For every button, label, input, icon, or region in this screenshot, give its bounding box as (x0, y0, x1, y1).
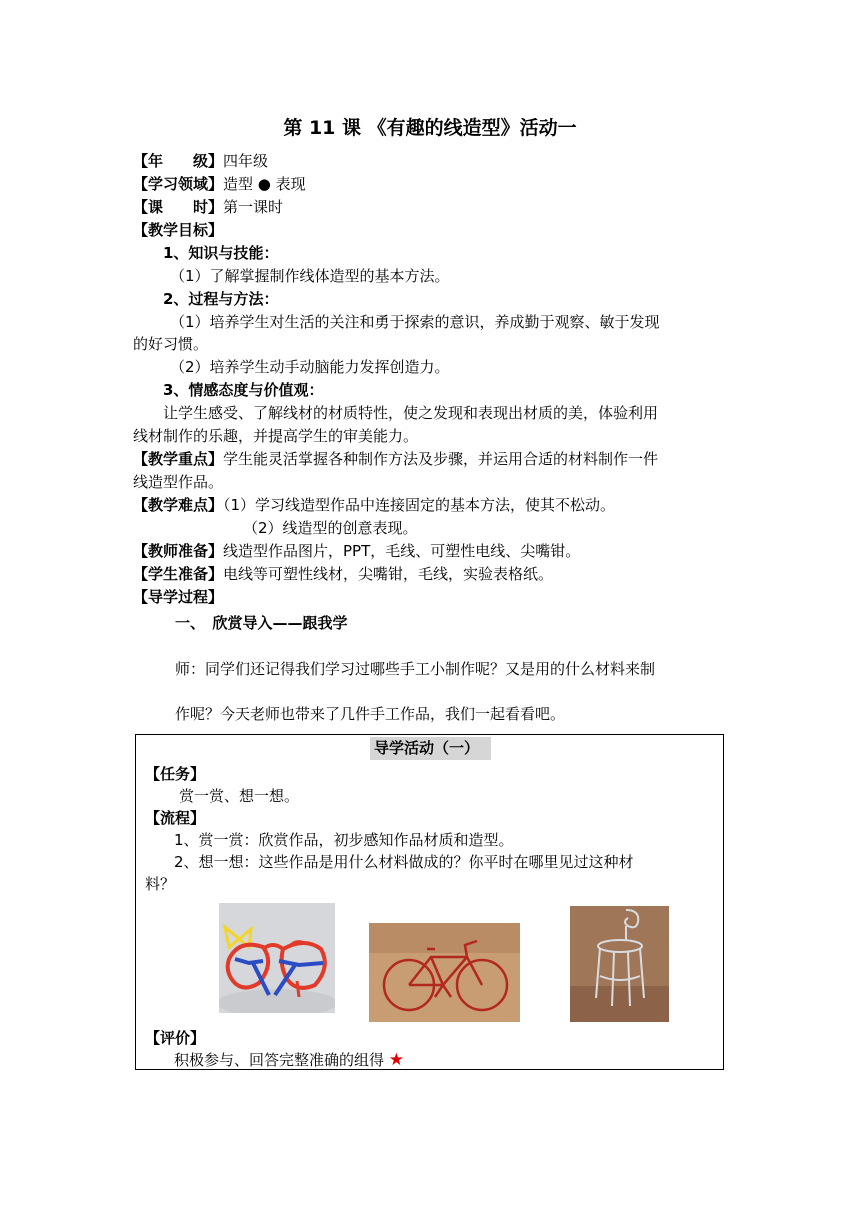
goal-2-item-2: （2）培养学生动手动脑能力发挥创造力。 (170, 358, 450, 376)
goals-label: 【教学目标】 (133, 221, 224, 239)
wire-bicycle-illustration (369, 923, 520, 1022)
grade-value: 四年级 (223, 152, 269, 170)
domain-row (133, 173, 306, 195)
goal-3-title: 3、情感态度与价值观： (163, 381, 324, 399)
difficulty-label: 【教学难点】 (133, 496, 224, 514)
goal-1-title: 1、知识与技能： (163, 244, 279, 262)
key-point-label: 【教学重点】 (133, 450, 224, 468)
goal-2-item-1-cont: 的好习惯。 (133, 335, 209, 353)
flow-label: 【流程】 (145, 809, 206, 827)
wire-chair-illustration (570, 906, 669, 1022)
process-label: 【导学过程】 (133, 588, 224, 606)
flow-step-2: 2、想一想：这些作品是用什么材料做成的？你平时在哪里见过这种材 (174, 853, 634, 871)
key-point-row (133, 448, 658, 470)
grade-label: 【年 级】 (133, 152, 224, 170)
domain-value: 造型 ● 表现 (223, 175, 306, 193)
key-point-text: 学生能灵活掌握各种制作方法及步骤，并运用合适的材料制作一件 (223, 450, 659, 468)
teacher-prep-row (133, 540, 580, 562)
lesson-title: 第 11 课 《有趣的线造型》活动一 (283, 117, 577, 139)
period-label: 【课 时】 (133, 198, 224, 216)
student-prep-row (133, 563, 553, 585)
domain-label: 【学习领域】 (133, 175, 224, 193)
period-row (133, 196, 283, 218)
task-text: 赏一赏、想一想。 (179, 787, 300, 805)
period-value: 第一课时 (223, 198, 284, 216)
flow-step-2-cont: 料？ (145, 875, 176, 893)
task-label: 【任务】 (145, 765, 206, 783)
evaluation-text: 积极参与、回答完整准确的组得 (174, 1051, 385, 1069)
goal-2-item-1: （1）培养学生对生活的关注和勇于探索的意识，养成勤于观察、敏于发现 (170, 313, 660, 331)
wire-bicycle-photo (369, 923, 520, 1022)
goal-2-title: 2、过程与方法： (163, 290, 279, 308)
grade-row (133, 150, 268, 172)
student-prep-label: 【学生准备】 (133, 565, 224, 583)
evaluation-row (174, 1049, 404, 1071)
key-point-cont: 线造型作品。 (133, 473, 224, 491)
section-1-heading: 一、 欣赏导入——跟我学 (175, 614, 348, 632)
wire-chair-photo (570, 906, 669, 1022)
goal-1-item: （1）了解掌握制作线体造型的基本方法。 (170, 267, 450, 285)
star-icon: ★ (388, 1050, 405, 1070)
activity-title: 导学活动（一） (370, 737, 491, 760)
flow-step-1: 1、赏一赏：欣赏作品，初步感知作品材质和造型。 (174, 831, 514, 849)
goal-3-text-cont: 线材制作的乐趣，并提高学生的审美能力。 (133, 427, 419, 445)
evaluation-label: 【评价】 (145, 1029, 206, 1047)
difficulty-item-2: （2）线造型的创意表现。 (243, 519, 418, 537)
teacher-talk-line-1: 师：同学们还记得我们学习过哪些手工小制作呢？又是用的什么材料来制 (175, 660, 656, 678)
difficulty-row (133, 494, 615, 516)
difficulty-item-1: （1）学习线造型作品中连接固定的基本方法，使其不松动。 (223, 496, 616, 514)
activity-box (135, 734, 724, 1070)
wire-glasses-illustration (219, 903, 335, 1013)
teacher-talk-line-2: 作呢？今天老师也带来了几件手工作品，我们一起看看吧。 (175, 705, 566, 723)
wire-glasses-photo (219, 903, 335, 1013)
goal-3-text: 让学生感受、了解线材的材质特性，使之发现和表现出材质的美，体验利用 (163, 404, 659, 422)
teacher-prep-text: 线造型作品图片，PPT，毛线、可塑性电线、尖嘴钳。 (223, 542, 581, 560)
student-prep-text: 电线等可塑性线材，尖嘴钳，毛线，实验表格纸。 (223, 565, 554, 583)
teacher-prep-label: 【教师准备】 (133, 542, 224, 560)
